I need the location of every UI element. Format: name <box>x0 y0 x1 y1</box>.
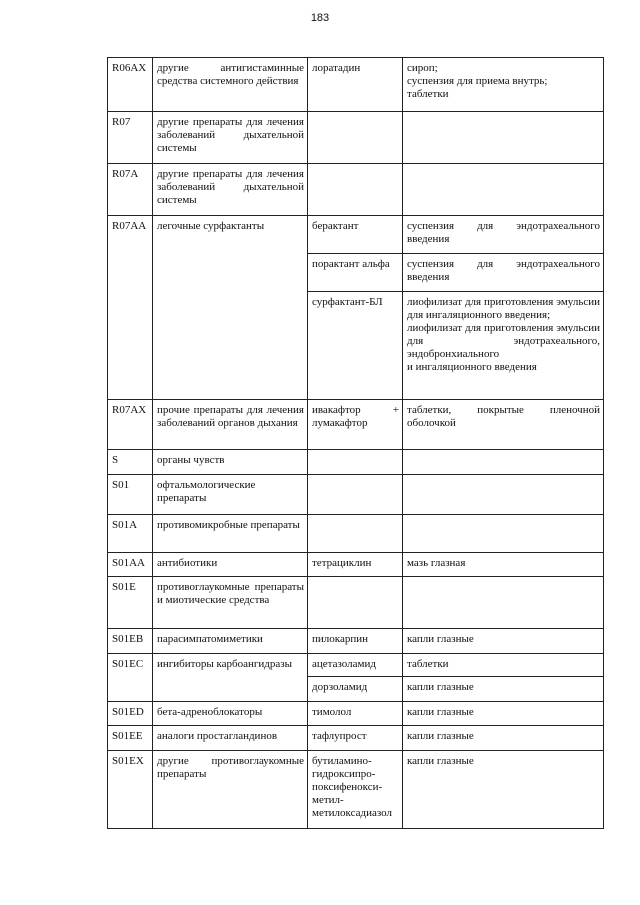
atc-code-cell: S01EX <box>108 751 153 829</box>
dosage-form-cell: таблетки, покрытые пленочной оболочкой <box>403 400 604 450</box>
atc-code-cell: S01AA <box>108 553 153 577</box>
drug-name-cell: тимолол <box>308 702 403 726</box>
table-row <box>108 58 604 112</box>
drug-name-cell: порактант альфа <box>308 254 403 292</box>
dosage-form-cell <box>403 577 604 629</box>
group-name-cell: другие противоглаукомные препараты <box>153 751 308 829</box>
drug-name-cell <box>308 450 403 475</box>
drug-name-cell <box>308 112 403 164</box>
table-row <box>108 112 604 164</box>
group-name-cell: противоглаукомные препараты и миотические средства <box>153 577 308 629</box>
drug-name-cell: берактант <box>308 216 403 254</box>
atc-code-cell: R07AX <box>108 400 153 450</box>
table-row <box>108 726 604 751</box>
table-row <box>108 553 604 577</box>
drug-classification-table <box>107 57 604 829</box>
group-name-cell: другие антигистаминные средства системного действия <box>153 58 308 112</box>
atc-code-cell: S01ED <box>108 702 153 726</box>
dosage-form-cell <box>403 475 604 515</box>
dosage-form-cell: капли глазные <box>403 629 604 654</box>
group-name-cell: прочие препараты для лечения заболеваний органов дыхания <box>153 400 308 450</box>
dosage-form-cell: таблетки <box>403 654 604 677</box>
table-row <box>108 751 604 829</box>
dosage-form-cell <box>403 112 604 164</box>
dosage-form-cell: лиофилизат для приготовления эмульсии для ингаляционного введения; лиофилизат для приготовления эмульсии для эндотрахеального, эндобронхиального и ингаляционного введения <box>403 292 604 400</box>
dosage-form-cell: суспензия для эндотрахеального введения <box>403 216 604 254</box>
drug-name-cell <box>308 164 403 216</box>
page-number: 183 <box>310 12 330 24</box>
drug-name-cell: ивакафтор + лумакафтор <box>308 400 403 450</box>
group-name-cell: антибиотики <box>153 553 308 577</box>
table-row <box>108 164 604 216</box>
atc-code-cell: S01EB <box>108 629 153 654</box>
group-name-cell: противомикробные препараты <box>153 515 308 553</box>
dosage-form-cell: капли глазные <box>403 677 604 702</box>
drug-name-cell: ацетазоламид <box>308 654 403 677</box>
table-row <box>108 702 604 726</box>
atc-code-cell: S <box>108 450 153 475</box>
drug-name-cell: бутиламино- гидроксипро- поксифенокси- метил- метилоксадиазол <box>308 751 403 829</box>
drug-name-cell <box>308 515 403 553</box>
table-row <box>108 577 604 629</box>
group-name-cell: ингибиторы карбоангидразы <box>153 654 308 702</box>
atc-code-cell: R07AA <box>108 216 153 400</box>
table-row <box>108 654 604 677</box>
dosage-form-cell: суспензия для эндотрахеального введения <box>403 254 604 292</box>
drug-name-cell <box>308 577 403 629</box>
atc-code-cell: S01E <box>108 577 153 629</box>
group-name-cell: другие препараты для лечения заболеваний дыхательной системы <box>153 112 308 164</box>
dosage-form-cell <box>403 450 604 475</box>
drug-name-cell <box>308 475 403 515</box>
table-row <box>108 400 604 450</box>
group-name-cell: бета-адреноблокаторы <box>153 702 308 726</box>
dosage-form-cell: капли глазные <box>403 702 604 726</box>
dosage-form-cell: капли глазные <box>403 726 604 751</box>
group-name-cell: органы чувств <box>153 450 308 475</box>
table-row <box>108 475 604 515</box>
drug-name-cell: сурфактант-БЛ <box>308 292 403 400</box>
dosage-form-cell: капли глазные <box>403 751 604 829</box>
drug-name-cell: дорзоламид <box>308 677 403 702</box>
dosage-form-cell <box>403 515 604 553</box>
atc-code-cell: R07A <box>108 164 153 216</box>
drug-name-cell: тафлупрост <box>308 726 403 751</box>
dosage-form-cell <box>403 164 604 216</box>
table-body <box>108 58 604 829</box>
atc-code-cell: R06AX <box>108 58 153 112</box>
atc-code-cell: S01EE <box>108 726 153 751</box>
dosage-form-cell: мазь глазная <box>403 553 604 577</box>
atc-code-cell: S01A <box>108 515 153 553</box>
group-name-cell: аналоги простагландинов <box>153 726 308 751</box>
dosage-form-cell: сироп; суспензия для приема внутрь; таблетки <box>403 58 604 112</box>
drug-name-cell: лоратадин <box>308 58 403 112</box>
group-name-cell: офтальмологические препараты <box>153 475 308 515</box>
table-row <box>108 216 604 254</box>
drug-name-cell: пилокарпин <box>308 629 403 654</box>
table-row <box>108 629 604 654</box>
atc-code-cell: S01EC <box>108 654 153 702</box>
atc-code-cell: S01 <box>108 475 153 515</box>
group-name-cell: парасимпатомиметики <box>153 629 308 654</box>
atc-code-cell: R07 <box>108 112 153 164</box>
group-name-cell: другие препараты для лечения заболеваний дыхательной системы <box>153 164 308 216</box>
table-row <box>108 515 604 553</box>
table-row <box>108 450 604 475</box>
drug-name-cell: тетрациклин <box>308 553 403 577</box>
group-name-cell: легочные сурфактанты <box>153 216 308 400</box>
